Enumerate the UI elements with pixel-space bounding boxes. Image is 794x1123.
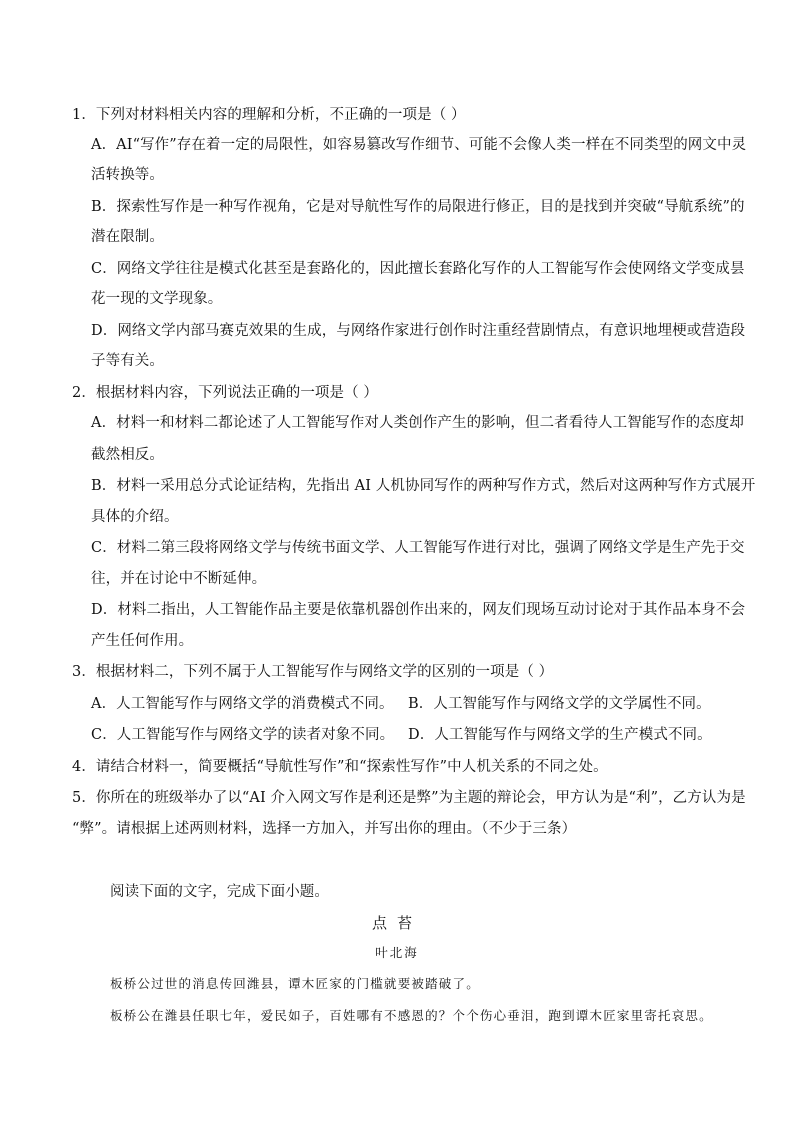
question-5-stem: 5．你所在的班级举办了以“AI 介入网文写作是利还是弊”为主题的辩论会，甲方认为是“利”，乙方认为是 [72,790,746,806]
question-1-option-d: D．网络文学内部马赛克效果的生成，与网络作家进行创作时注重经营剧情点，有意识地埋梗或营造段 [91,323,746,339]
question-1-option-b-continued: 潜在限制。 [91,229,164,245]
question-1-option-c: C．网络文学往往是模式化甚至是套路化的，因此擅长套路化写作的人工智能写作会使网络文学变成昙 [91,261,745,277]
question-2-option-d: D．材料二指出，人工智能作品主要是依靠机器创作出来的，网友们现场互动讨论对于其作品本身不会 [91,602,746,618]
question-1-option-a: A．AI“写作”存在着一定的局限性，如容易篡改写作细节、可能不会像人类一样在不同类型的网文中灵 [91,137,747,153]
question-5-stem-continued: “弊”。请根据上述两则材料，选择一方加入，并写出你的理由。（不少于三条） [72,821,577,837]
question-1-option-d-continued: 子等有关。 [91,353,164,369]
question-2-stem: 2．根据材料内容，下列说法正确的一项是（ ） [72,385,379,401]
question-2-option-a-continued: 截然相反。 [91,447,164,463]
question-2-option-d-continued: 产生任何作用。 [91,633,194,649]
question-2-option-b-continued: 具体的介绍。 [91,509,179,525]
reading-instruction: 阅读下面的文字，完成下面小题。 [110,884,329,900]
question-3-stem: 3．根据材料二，下列不属于人工智能写作与网络文学的区别的一项是（ ） [72,664,554,680]
question-3-option-d: D．人工智能写作与网络文学的生产模式不同。 [408,727,712,743]
question-1-option-b: B．探索性写作是一种写作视角，它是对导航性写作的局限进行修正，目的是找到并突破“导航系统”的 [91,199,745,215]
question-1-stem: 1．下列对材料相关内容的理解和分析，不正确的一项是（ ） [72,107,466,123]
story-paragraph-2: 板桥公在潍县任职七年，爱民如子，百姓哪有不感恩的？个个伤心垂泪，跑到谭木匠家里寄托哀思。 [110,1008,713,1023]
question-1-option-c-continued: 花一现的文学现象。 [91,291,223,307]
question-2-option-b: B．材料一采用总分式论证结构，先指出 AI 人机协同写作的两种写作方式，然后对这两种写作方式展开 [91,478,756,494]
question-3-option-a: A．人工智能写作与网络文学的消费模式不同。 [91,696,394,712]
question-3-option-b: B．人工智能写作与网络文学的文学属性不同。 [408,696,711,712]
question-3-option-c: C．人工智能写作与网络文学的读者对象不同。 [91,727,395,743]
question-2-option-c: C．材料二第三段将网络文学与传统书面文学、人工智能写作进行对比，强调了网络文学是生产先于交 [91,540,745,556]
story-author: 叶北海 [375,945,419,960]
story-title: 点苔 [371,914,422,932]
question-4-stem: 4．请结合材料一，简要概括“导航性写作”和“探索性写作”中人机关系的不同之处。 [72,759,608,775]
question-1-option-a-continued: 活转换等。 [91,167,164,183]
story-paragraph-1: 板桥公过世的消息传回潍县，谭木匠家的门槛就要被踏破了。 [110,976,480,991]
question-2-option-c-continued: 往，并在讨论中不断延伸。 [91,571,267,587]
question-2-option-a: A．材料一和材料二都论述了人工智能写作对人类创作产生的影响，但二者看待人工智能写作的态度却 [91,415,744,431]
